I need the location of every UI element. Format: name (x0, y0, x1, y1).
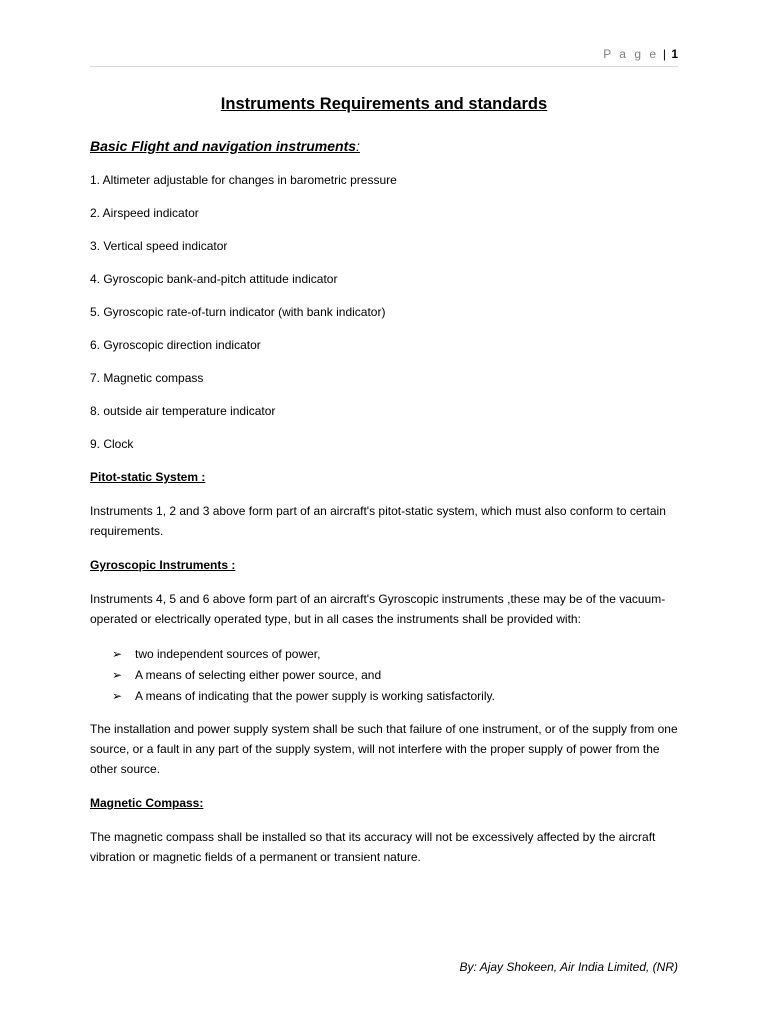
bullet-text: two independent sources of power, (135, 647, 321, 661)
list-item: 3. Vertical speed indicator (90, 239, 228, 253)
bullet-text: A means of selecting either power source, and (135, 668, 382, 682)
document-title: Instruments Requirements and standards (220, 95, 548, 113)
arrow-bullet-icon: ➢ (112, 689, 123, 703)
basic-instruments-heading-colon: : (356, 138, 360, 154)
page-header (603, 47, 678, 61)
page-separator: | (662, 47, 666, 61)
author-footer: By: Ajay Shokeen, Air India Limited, (NR) (459, 960, 678, 974)
bullet-text: A means of indicating that the power supply is working satisfactorily. (135, 689, 495, 703)
page-label: P a g e (603, 47, 659, 61)
list-item: 4. Gyroscopic bank-and-pitch attitude indicator (90, 272, 338, 286)
magnetic-compass-paragraph: The magnetic compass shall be installed so that its accuracy will not be excessively affected by the aircraft vibration or magnetic fields of a permanent or transient nature. (90, 830, 656, 864)
basic-instruments-heading (90, 136, 680, 156)
bullet-item (90, 644, 680, 665)
arrow-bullet-icon: ➢ (112, 647, 123, 661)
document-body (90, 136, 680, 882)
list-item: 2. Airspeed indicator (90, 206, 199, 220)
list-item: 5. Gyroscopic rate-of-turn indicator (with bank indicator) (90, 305, 386, 319)
magnetic-compass-heading: Magnetic Compass: (90, 796, 204, 810)
list-item: 8. outside air temperature indicator (90, 404, 276, 418)
power-requirements-list (90, 644, 680, 707)
power-supply-paragraph: The installation and power supply system shall be such that failure of one instrument, or of the supply from one source, or a fault in any part of the supply system, will not interfere with the proper supply of power from the other source. (90, 722, 678, 776)
list-item: 9. Clock (90, 437, 134, 451)
gyroscopic-paragraph: Instruments 4, 5 and 6 above form part of an aircraft's Gyroscopic instruments ,these may be of the vacuum-operated or electrically operated type, but in all cases the instruments shall be provided with: (90, 592, 666, 626)
list-item: 6. Gyroscopic direction indicator (90, 338, 261, 352)
pitot-static-heading: Pitot-static System : (90, 470, 206, 484)
header-divider (90, 66, 678, 67)
gyroscopic-heading: Gyroscopic Instruments : (90, 558, 236, 572)
arrow-bullet-icon: ➢ (112, 668, 123, 682)
instrument-list (90, 171, 680, 468)
list-item: 7. Magnetic compass (90, 371, 204, 385)
bullet-item (90, 665, 680, 686)
basic-instruments-heading-text: Basic Flight and navigation instruments (90, 138, 357, 154)
page-number: 1 (671, 47, 678, 61)
bullet-item (90, 686, 680, 707)
list-item: 1. Altimeter adjustable for changes in barometric pressure (90, 173, 397, 187)
pitot-static-paragraph: Instruments 1, 2 and 3 above form part of an aircraft's pitot-static system, which must also conform to certain requirements. (90, 504, 666, 538)
